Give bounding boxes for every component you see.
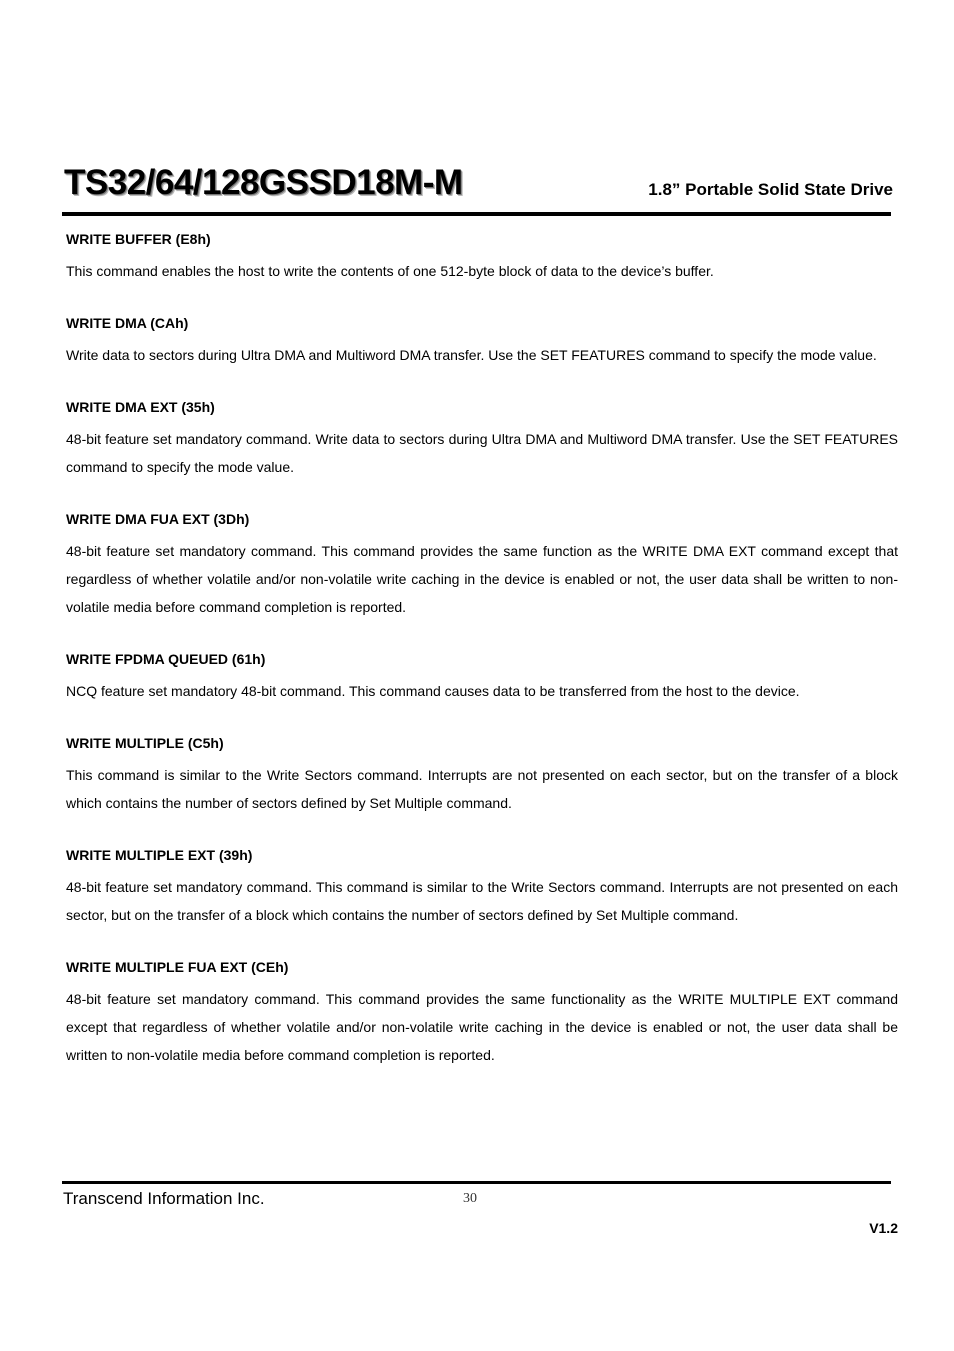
footer-company: Transcend Information Inc. bbox=[63, 1189, 265, 1208]
section-heading: WRITE DMA (CAh) bbox=[66, 315, 189, 331]
section-heading: WRITE MULTIPLE FUA EXT (CEh) bbox=[66, 959, 289, 975]
footer-divider bbox=[62, 1181, 891, 1184]
section-body: 48-bit feature set mandatory command. This command is similar to the Write Sectors command. Interrupts are not presented on each sector, but on the transfer of a block which contains the number of sectors defined by Set Multiple command. bbox=[66, 879, 898, 923]
section-write-multiple-fua-ext bbox=[66, 957, 898, 1069]
section-write-fpdma-queued bbox=[66, 649, 898, 705]
section-write-dma bbox=[66, 313, 898, 369]
section-body: 48-bit feature set mandatory command. This command provides the same functionality as the WRITE MULTIPLE EXT command except that regardless of whether volatile and/or non-volatile write caching in the device is enabled or not, the user data shall be written to non-volatile media before command completion is reported. bbox=[66, 991, 898, 1063]
section-write-multiple bbox=[66, 733, 898, 817]
document-title: TS32/64/128GSSD18M-M bbox=[64, 163, 463, 202]
section-write-dma-ext bbox=[66, 397, 898, 481]
section-body: 48-bit feature set mandatory command. Write data to sectors during Ultra DMA and Multiword DMA transfer. Use the SET FEATURES command to specify the mode value. bbox=[66, 431, 898, 475]
page-number: 30 bbox=[463, 1191, 477, 1206]
version-label: V1.2 bbox=[869, 1220, 898, 1236]
section-heading: WRITE FPDMA QUEUED (61h) bbox=[66, 651, 266, 667]
main-content bbox=[66, 229, 898, 1097]
section-heading: WRITE MULTIPLE EXT (39h) bbox=[66, 847, 253, 863]
section-body: This command enables the host to write the contents of one 512-byte block of data to the device’s buffer. bbox=[66, 263, 714, 279]
section-write-multiple-ext bbox=[66, 845, 898, 929]
section-body: This command is similar to the Write Sectors command. Interrupts are not presented on each sector, but on the transfer of a block which contains the number of sectors defined by Set Multiple command. bbox=[66, 767, 898, 811]
section-body: 48-bit feature set mandatory command. This command provides the same function as the WRITE DMA EXT command except that regardless of whether volatile and/or non-volatile write caching in the device is enabled or not, the user data shall be written to non-volatile media before command completion is reported. bbox=[66, 543, 898, 615]
section-heading: WRITE DMA EXT (35h) bbox=[66, 399, 215, 415]
section-heading: WRITE MULTIPLE (C5h) bbox=[66, 735, 224, 751]
document-subtitle: 1.8” Portable Solid State Drive bbox=[648, 180, 893, 199]
section-write-buffer bbox=[66, 229, 898, 285]
section-heading: WRITE DMA FUA EXT (3Dh) bbox=[66, 511, 250, 527]
section-write-dma-fua-ext bbox=[66, 509, 898, 621]
section-heading: WRITE BUFFER (E8h) bbox=[66, 231, 211, 247]
section-body: Write data to sectors during Ultra DMA and Multiword DMA transfer. Use the SET FEATURES command to specify the mode value. bbox=[66, 347, 877, 363]
header-divider bbox=[62, 212, 891, 216]
section-body: NCQ feature set mandatory 48-bit command. This command causes data to be transferred from the host to the device. bbox=[66, 683, 800, 699]
